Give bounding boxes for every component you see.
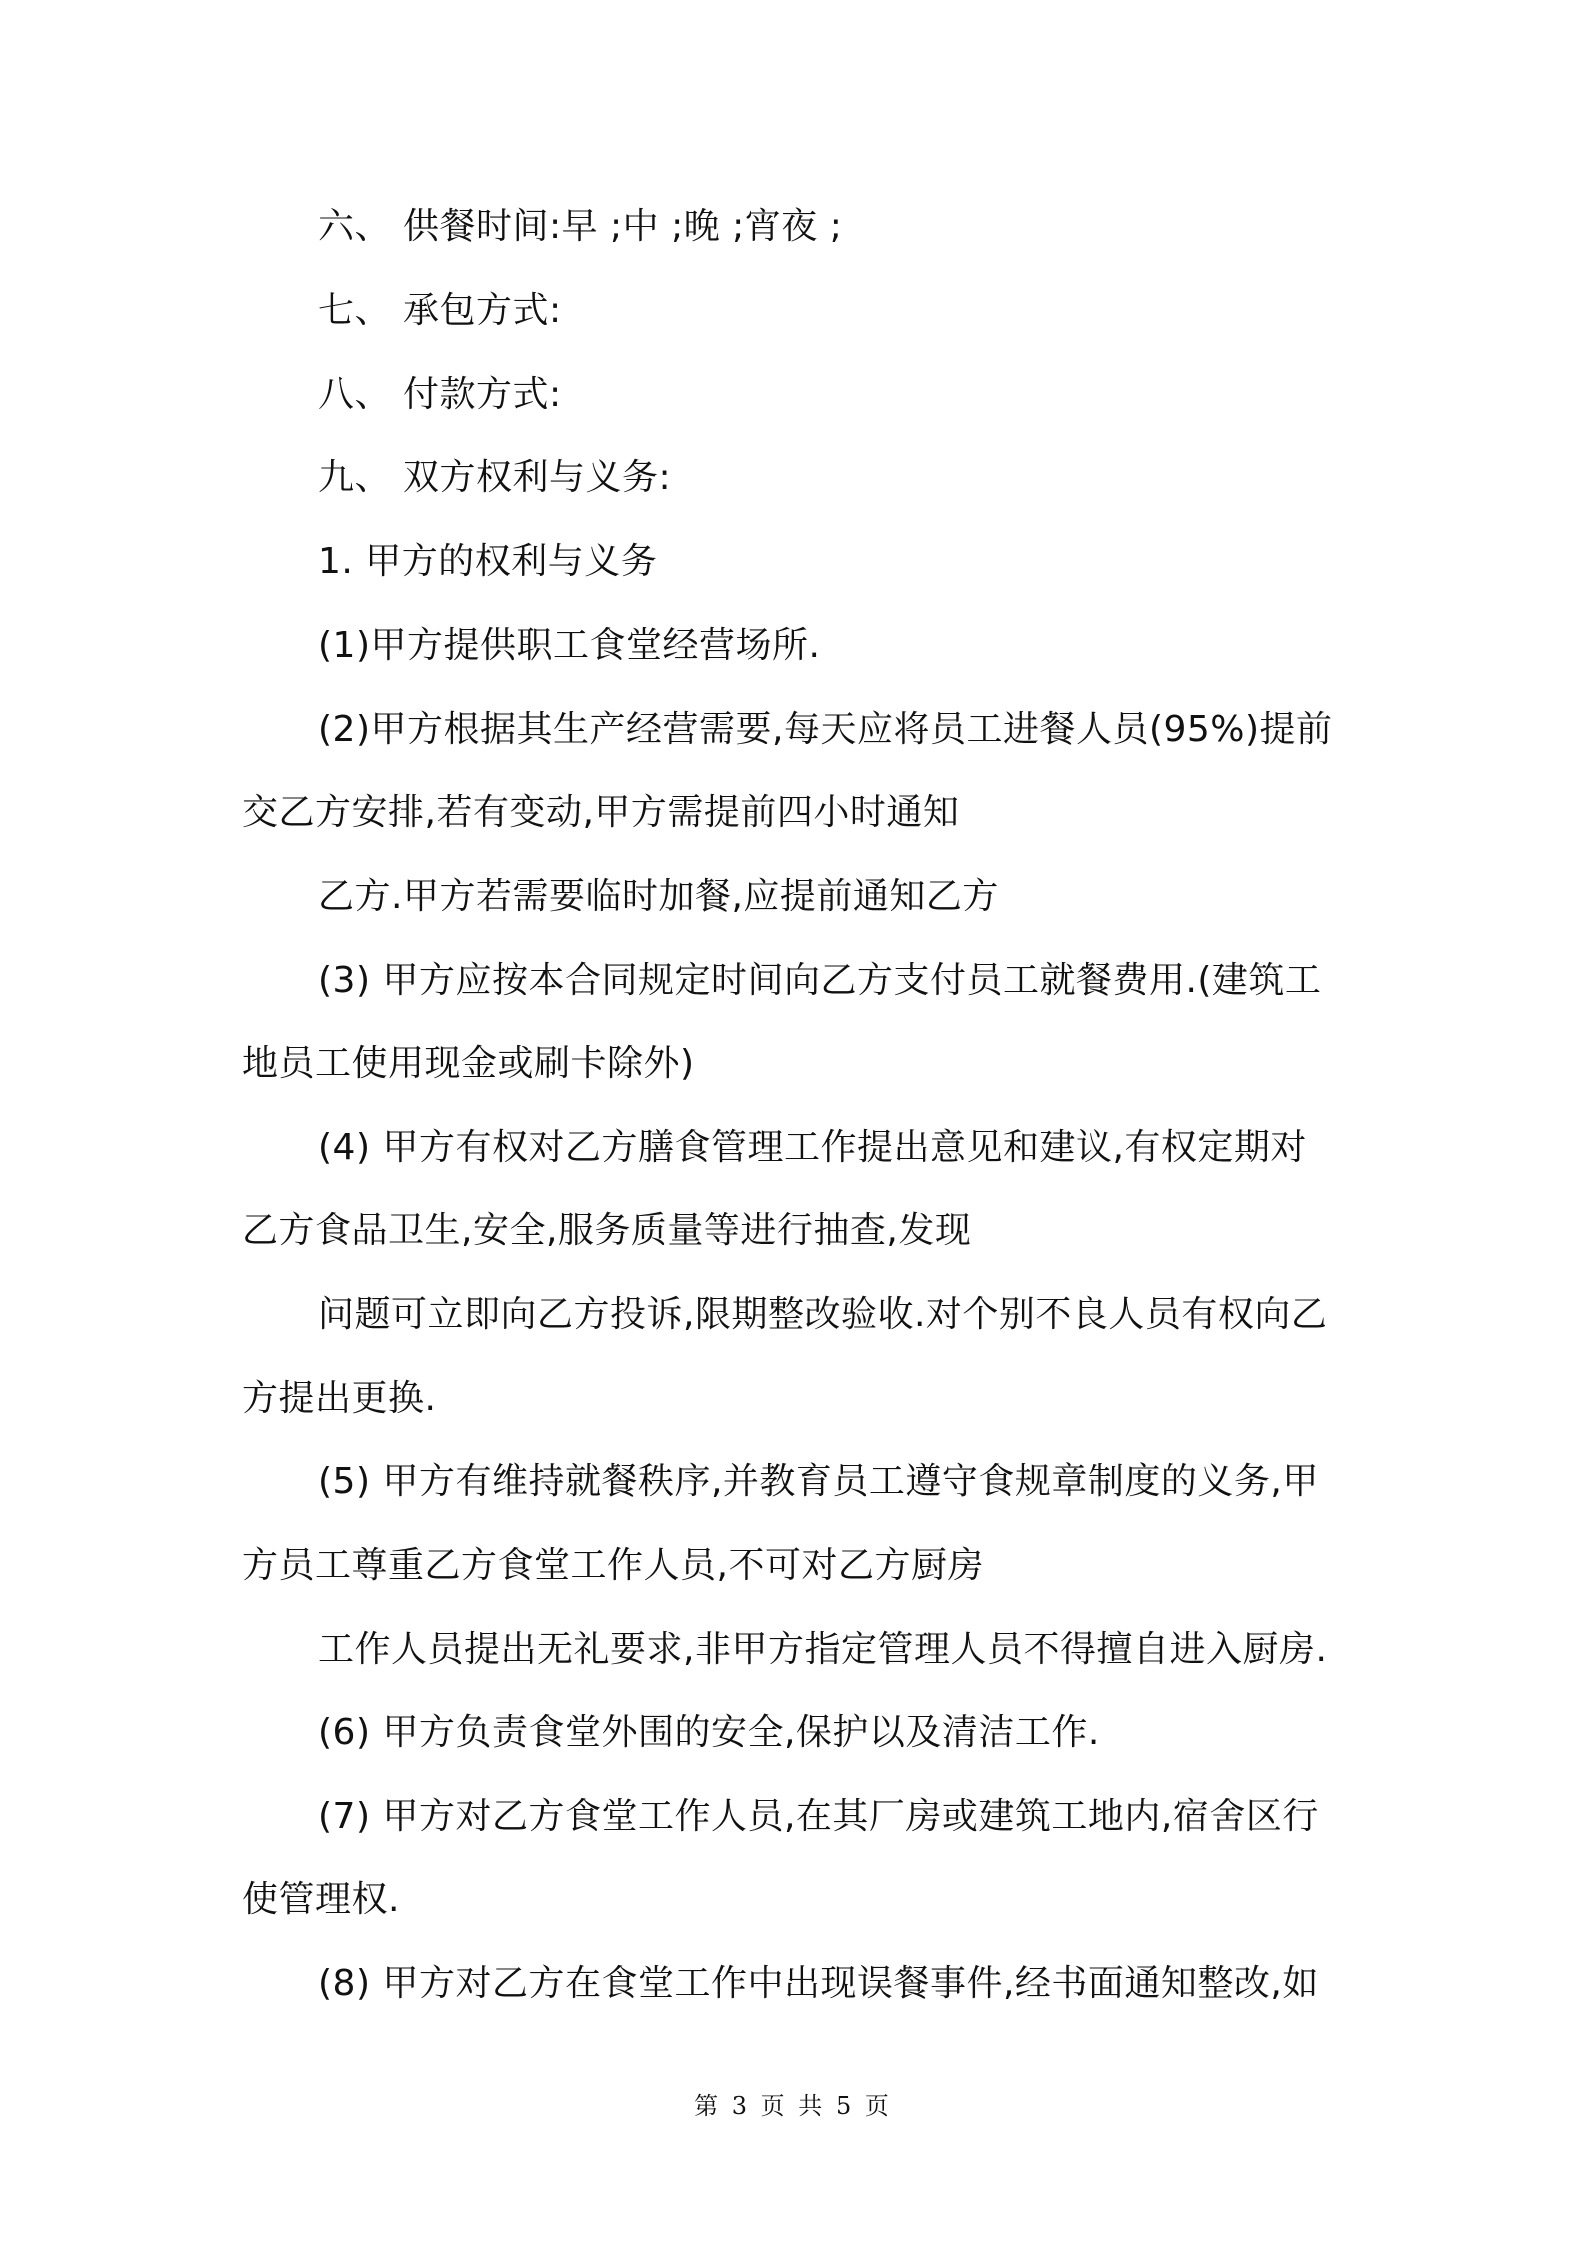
text-line: 方提出更换. <box>242 1378 437 1419</box>
text-line: (4) 甲方有权对乙方膳食管理工作提出意见和建议,有权定期对 <box>318 1127 1307 1168</box>
page-footer: 第 3 页 共 5 页 <box>694 2092 892 2120</box>
text-line: 九、 双方权利与义务: <box>318 457 672 498</box>
text-line: (6) 甲方负责食堂外围的安全,保护以及清洁工作. <box>318 1712 1100 1753</box>
text-line: 使管理权. <box>242 1879 400 1920</box>
text-line: 方员工尊重乙方食堂工作人员,不可对乙方厨房 <box>242 1545 984 1586</box>
text-line: 八、 付款方式: <box>318 374 562 415</box>
text-line: (7) 甲方对乙方食堂工作人员,在其厂房或建筑工地内,宿舍区行 <box>318 1796 1319 1837</box>
text-line: 乙方.甲方若需要临时加餐,应提前通知乙方 <box>318 876 999 917</box>
text-line: (5) 甲方有维持就餐秩序,并教育员工遵守食规章制度的义务,甲 <box>318 1461 1319 1502</box>
text-line: 乙方食品卫生,安全,服务质量等进行抽查,发现 <box>242 1210 972 1251</box>
text-line: 六、 供餐时间:早 ;中 ;晚 ;宵夜 ; <box>318 206 843 247</box>
text-line: (3) 甲方应按本合同规定时间向乙方支付员工就餐费用.(建筑工 <box>318 960 1322 1001</box>
text-line: 问题可立即向乙方投诉,限期整改验收.对个别不良人员有权向乙 <box>318 1294 1328 1335</box>
text-line: 工作人员提出无礼要求,非甲方指定管理人员不得擅自进入厨房. <box>318 1629 1328 1670</box>
text-line: (1)甲方提供职工食堂经营场所. <box>318 625 821 666</box>
text-line: 地员工使用现金或刷卡除外) <box>242 1043 695 1084</box>
text-line: (2)甲方根据其生产经营需要,每天应将员工进餐人员(95%)提前 <box>318 709 1333 750</box>
text-line: 1. 甲方的权利与义务 <box>318 541 658 582</box>
text-line: 七、 承包方式: <box>318 290 562 331</box>
text-line: 交乙方安排,若有变动,甲方需提前四小时通知 <box>242 792 960 833</box>
text-line: (8) 甲方对乙方在食堂工作中出现误餐事件,经书面通知整改,如 <box>318 1963 1319 2004</box>
